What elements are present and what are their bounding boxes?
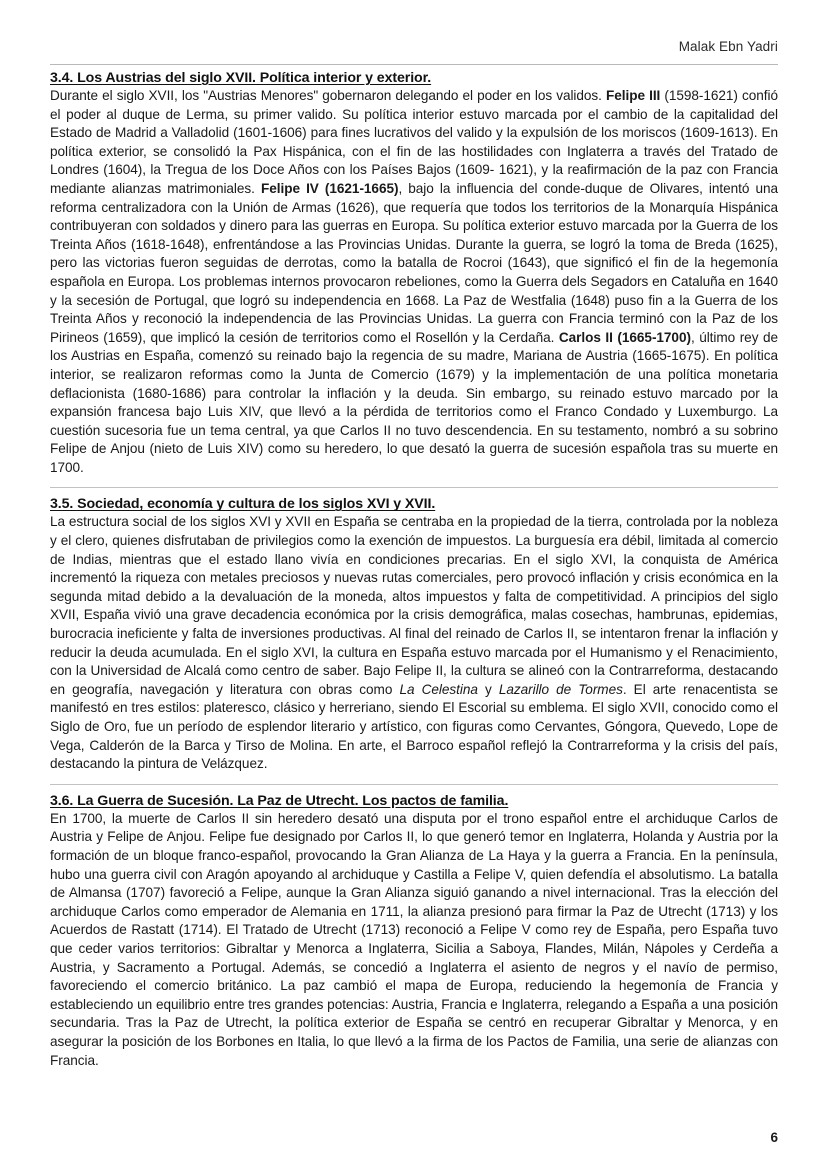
page-number: 6 — [770, 1130, 778, 1145]
header-author-name: Malak Ebn Yadri — [678, 39, 778, 54]
section-3-4-title: 3.4. Los Austrias del siglo XVII. Política interior y exterior. — [50, 70, 432, 86]
section-3-5-title: 3.5. Sociedad, economía y cultura de los siglos XVI y XVII. — [50, 496, 436, 513]
section-3-4 — [50, 70, 778, 477]
section-divider-2 — [50, 784, 778, 785]
section-3-5 — [50, 496, 778, 773]
header-divider — [50, 64, 778, 65]
section-3-6-title: 3.6. La Guerra de Sucesión. La Paz de Utrecht. Los pactos de familia. — [50, 792, 509, 809]
section-3-4-body: Durante el siglo XVII, los "Austrias Menores" gobernaron delegando el poder en los validos. Felipe III (1598-1621) confió el poder al duque de Lerma, su primer valido. Su política interior estuvo marcada por el cambio de la capitalidad del Estado de Madrid a Valladolid (1601-1606) para fines lucrativos del valido y la expulsión de los moriscos (1609-1613). En política exterior, se consolidó la Pax Hispánica, con el fin de las hostilidades con Inglaterra a través del Tratado de Londres (1604), la Tregua de los Doce Años con los Países Bajos (1609- 1621), y la reafirmación de la paz con Francia mediante alianzas matrimoniales. Felipe IV (1621-1665), bajo la influencia del conde-duque de Olivares, intentó una reforma centralizadora con la Unión de Armas (1626), que requería que todos los territorios de la Monarquía Hispánica contribuyeran con soldados y dinero para las guerras en Europa. Su política exterior estuvo marcada por la Guerra de los Treinta Años (1618-1648), enfrentándose a las Provincias Unidas. Durante la guerra, se logró la toma de Breda (1625), pero las victorias fueron seguidas de derrotas, como la batalla de Rocroi (1643), que significó el fin de la hegemonía española en Europa. Los problemas internos provocaron rebeliones, como la Guerra dels Segadors en Cataluña en 1640 y la secesión de Portugal, que logró su independencia en 1668. La Paz de Westfalia (1648) puso fin a la Guerra de los Treinta Años y reconoció la independencia de las Provincias Unidas. La guerra con Francia terminó con la Paz de los Pirineos (1659), que implicó la cesión de territorios como el Rosellón y la Cerdaña. Carlos II (1665-1700), último rey de los Austrias en España, comenzó su reinado bajo la regencia de su madre, Mariana de Austria (1665-1675). En política interior, se realizaron reformas como la Junta de Comercio (1679) y la implementación de una política monetaria deflacionista (1680-1686) para controlar la inflación y la deuda. Sin embargo, su reinado estuvo marcado por la expansión francesa bajo Luis XIV, que llevó a la pérdida de territorios como el Franco Condado y Luxemburgo. La cuestión sucesoria fue un tema central, ya que Carlos II no tuvo descendencia. En su testamento, nombró a su sobrino Felipe de Anjou (nieto de Luis XIV) como su heredero, lo que desató la guerra de sucesión española tras su muerte en 1700. — [50, 88, 779, 475]
section-3-6-body: En 1700, la muerte de Carlos II sin heredero desató una disputa por el trono español entre el archiduque Carlos de Austria y Felipe de Anjou. Felipe fue designado por Carlos II, lo que generó temor en Inglaterra, Holanda y Austria por la formación de un bloque franco-español, provocando la Gran Alianza de La Haya y la guerra a Francia. En la península, hubo una guerra civil con Aragón apoyando al archiduque y Castilla a Felipe V, quien defendía el absolutismo. La batalla de Almansa (1707) favoreció a Felipe, aunque la Gran Alianza siguió ganando a nivel internacional. Tras la elección del archiduque Carlos como emperador de Alemania en 1711, la alianza presionó para firmar la Paz de Utrecht (1713) y los Acuerdos de Rastatt (1714). El Tratado de Utrecht (1713) reconoció a Felipe V como rey de España, pero España tuvo que ceder varios territorios: Gibraltar y Menorca a Inglaterra, Sicilia a Saboya, Flandes, Milán, Nápoles y Cerdeña a Austria, y Sacramento a Portugal. Además, se concedió a Inglaterra el asiento de negros y el navío de permiso, favoreciendo el comercio británico. La paz cambió el mapa de Europa, reduciendo la hegemonía de Francia y estableciendo un equilibrio entre tres grandes potencias: Austria, Francia e Inglaterra, relegando a España a una posición secundaria. Tras la Paz de Utrecht, la política exterior de España se centró en recuperar Gibraltar y Menorca, y en asegurar la posición de los Borbones en Italia, lo que llevó a la firma de los Pactos de Familia, una serie de alianzas con Francia. — [50, 810, 778, 1068]
section-3-6 — [50, 793, 778, 1070]
section-3-5-body: La estructura social de los siglos XVI y XVII en España se centraba en la propiedad de la tierra, controlada por la nobleza y el clero, quienes disfrutaban de privilegios como la exención de impuestos. La burguesía era débil, limitada al comercio de Indias, mientras que el estado llano vivía en condiciones precarias. En el siglo XVI, la conquista de América incrementó la riqueza con metales preciosos y nuevas rutas comerciales, pero provocó inflación y crisis económica en la segunda mitad debido a la devaluación de la moneda, altos impuestos y falta de competitividad. A principios del siglo XVII, España vivió una grave decadencia económica por la crisis demográfica, malas cosechas, hambrunas, epidemias, burocracia ineficiente y falta de inversiones productivas. Al final del reinado de Carlos II, se intentaron frenar la inflación y reducir la deuda acumulada. En el siglo XVI, la cultura en España estuvo marcada por el Humanismo y el Renacimiento, con la Universidad de Alcalá como centro de saber. Bajo Felipe II, la cultura se alineó con la Contrarreforma, destacando en geografía, navegación y literatura con obras como La Celestina y Lazarillo de Tormes. El arte renacentista se manifestó en tres estilos: plateresco, clásico y herreriano, siendo El Escorial su emblema. El siglo XVII, conocido como el Siglo de Oro, fue un período de esplendor literario y artístico, con figuras como Cervantes, Góngora, Quevedo, Lope de Vega, Calderón de la Barca y Tirso de Molina. En arte, el Barroco español reflejó la Contrarreforma y la crisis del país, destacando la pintura de Velázquez. — [50, 514, 778, 772]
section-divider-1 — [50, 487, 778, 488]
page-header — [50, 38, 778, 60]
